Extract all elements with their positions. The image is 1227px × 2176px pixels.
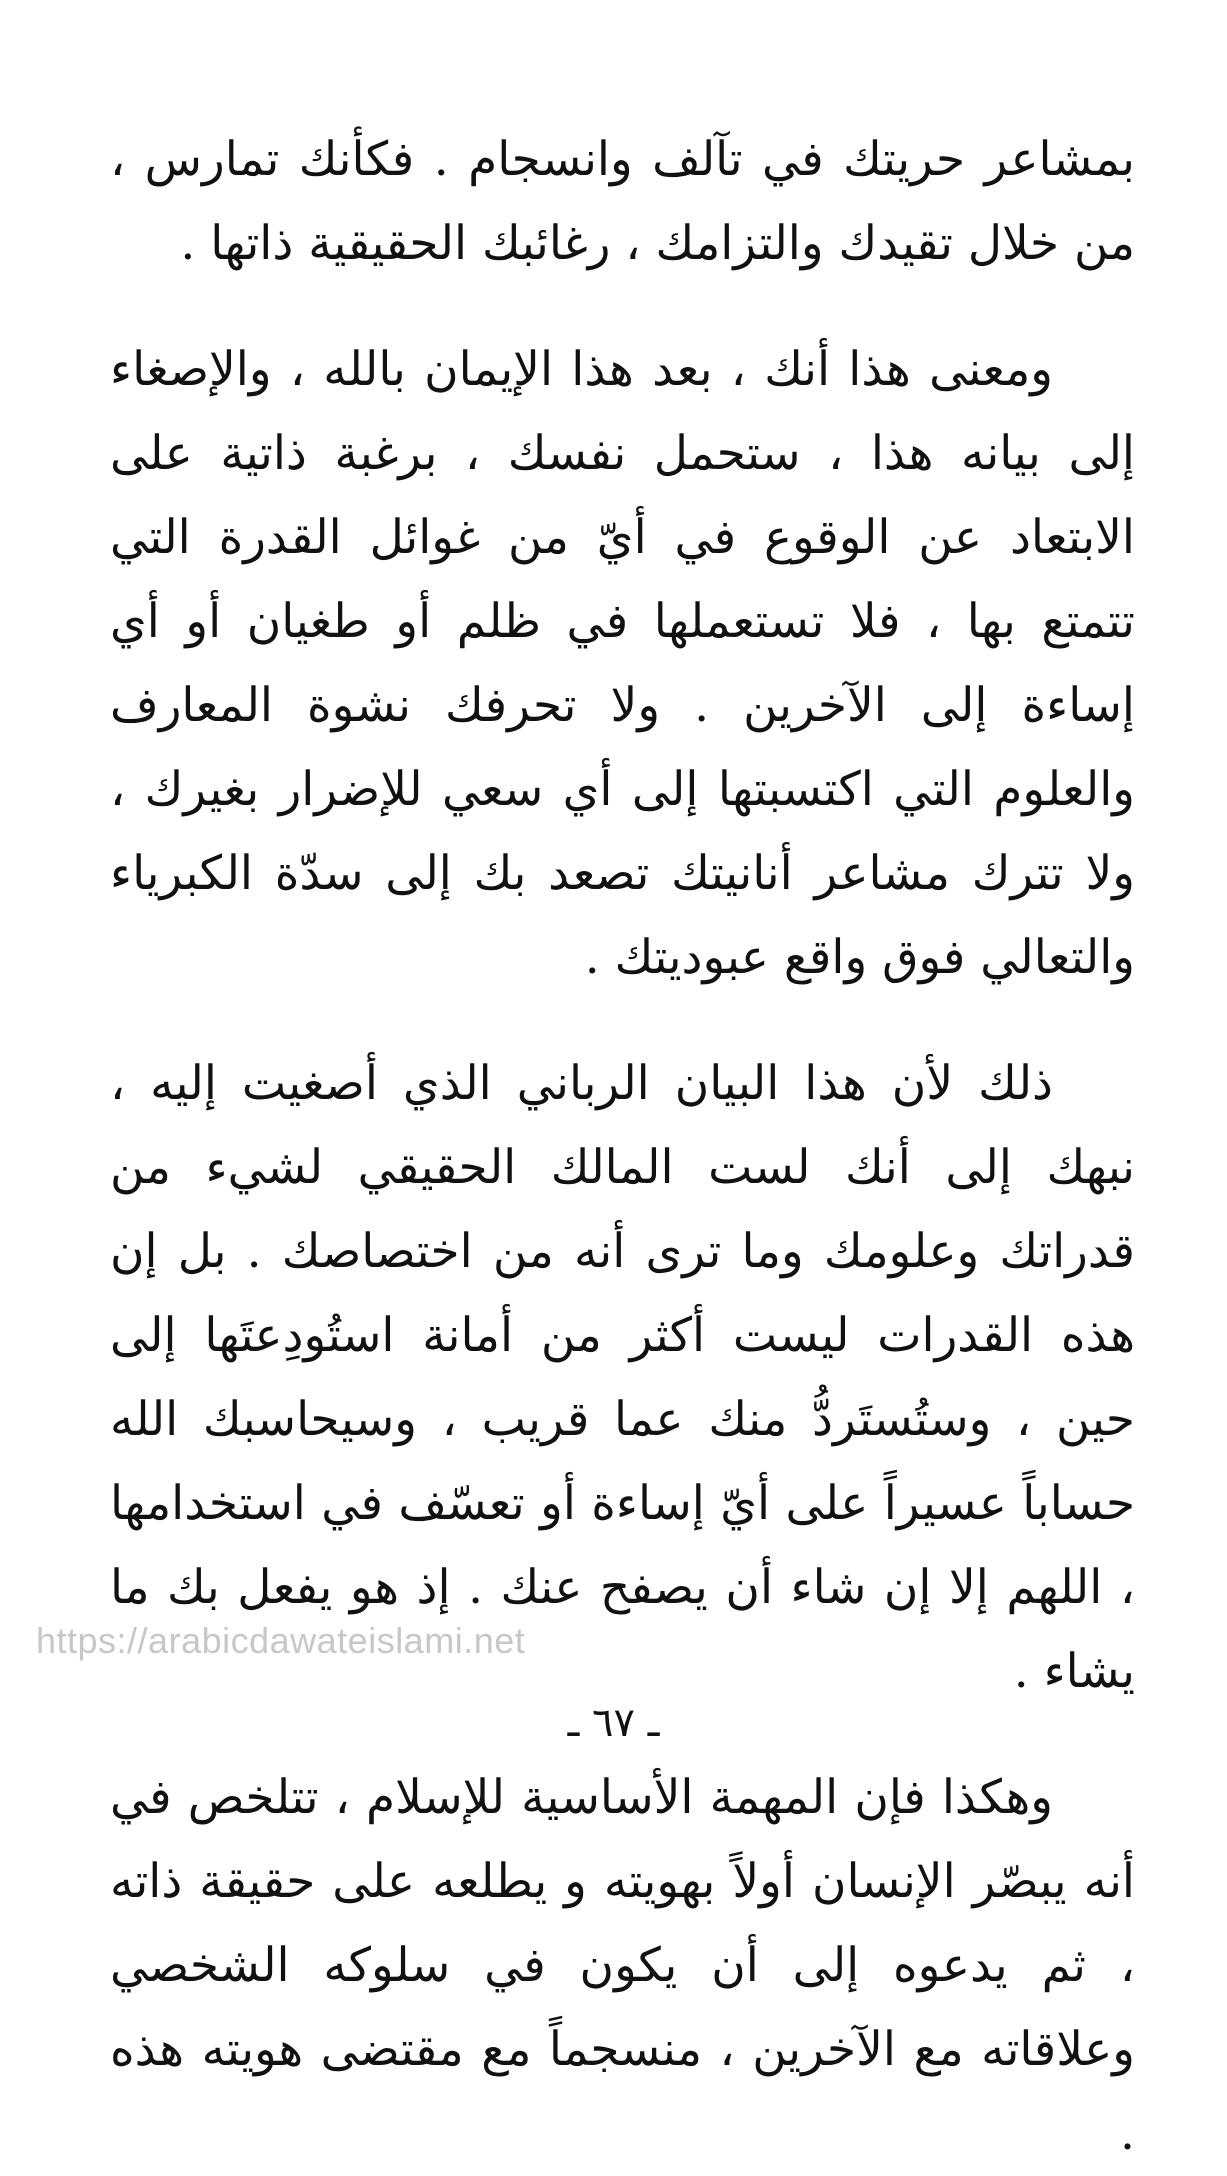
- watermark-url: https://arabicdawateislami.net: [36, 1620, 526, 1661]
- paragraph-1: بمشاعر حريتك في تآلف وانسجام . فكأنك تمارس ، من خلال تقيدك والتزامك ، رغائبك الحقيقية ذاتها .: [110, 132, 1135, 271]
- paragraph-3: ذلك لأن هذا البيان الرباني الذي أصغيت إليه ، نبهك إلى أنك لست المالك الحقيقي لشيء من قدراتك وعلومك وما ترى أنه من اختصاصك . بل إن هذه القدرات ليست أكثر من أمانة استُودِعتَها إلى حين ، وستُستَردُّ منك عما قريب ، وسيحاسبك الله حساباً عسيراً على أيّ إساءة أو تعسّف في استخدامها ، اللهم إلا إن شاء أن يصفح عنك . إذ هو يفعل بك ما يشاء .: [110, 1056, 1135, 1699]
- paragraph-2: ومعنى هذا أنك ، بعد هذا الإيمان بالله ، والإصغاء إلى بيانه هذا ، ستحمل نفسك ، برغبة ذاتية على الابتعاد عن الوقوع في أيّ من غوائل القدرة التي تتمتع بها ، فلا تستعملها في ظلم أو طغيان أو أي إساءة إلى الآخرين . ولا تحرفك نشوة المعارف والعلوم التي اكتسبتها إلى أي سعي للإضرار بغيرك ، ولا تترك مشاعر أنانيتك تصعد بك إلى سدّة الكبرياء والتعالي فوق واقع عبوديتك .: [110, 342, 1135, 985]
- paragraph-4: وهكذا فإن المهمة الأساسية للإسلام ، تتلخص في أنه يبصّر الإنسان أولاً بهويته و يطلعه على حقيقة ذاته ، ثم يدعوه إلى أن يكون في سلوكه الشخصي وعلاقاته مع الآخرين ، منسجماً مع مقتضى هويته هذه .: [110, 1770, 1135, 2161]
- page-number: ـ ٦٧ ـ: [567, 1700, 660, 1746]
